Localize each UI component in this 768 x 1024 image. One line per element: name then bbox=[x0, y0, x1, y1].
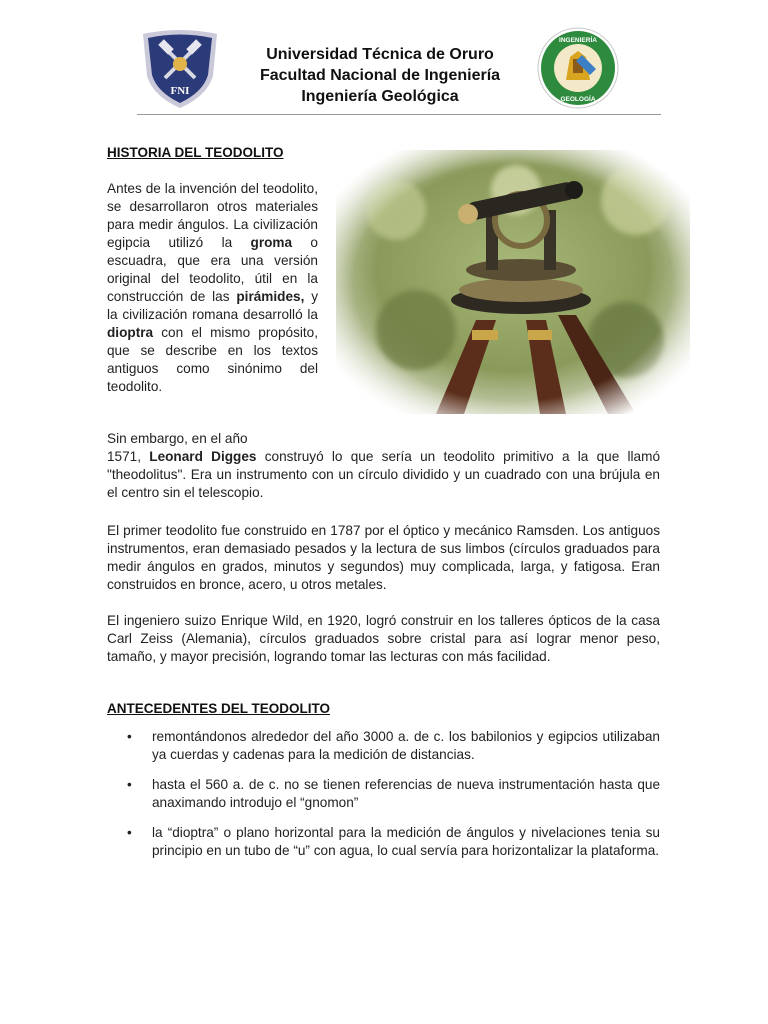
department-name: Ingeniería Geológica bbox=[301, 88, 459, 105]
paragraph-text: y la civilización romana desarrolló la bbox=[107, 289, 319, 322]
paragraph-wild: El ingeniero suizo Enrique Wild, en 1920, logró construir en los talleres ópticos de la casa Carl Zeiss (Alemania), círculos graduados sobre cristal para así lograr menor peso, tamaño, y mayor precisión, logrando tomar las lecturas con más facilidad. bbox=[107, 613, 660, 664]
paragraph-text: construyó lo que sería un teodolito primitivo a la que llamó "theodolitus". Era un instrumento con un círculo dividido y un cuadrado con una brújula en el centro sin el telescopio. bbox=[107, 449, 660, 500]
paragraph-digges-start: Sin embargo, en el año bbox=[107, 431, 248, 446]
header-divider bbox=[137, 114, 661, 115]
section-title-antecedentes: ANTECEDENTES DEL TEODOLITO bbox=[107, 701, 331, 716]
bullet-icon: • bbox=[127, 729, 132, 744]
list-item-text: la “dioptra” o plano horizontal para la medición de ángulos y nivelaciones tenia su principio en un tubo de “u” con agua, lo cual servía para horizontalizar la plataforma. bbox=[152, 825, 660, 858]
paragraph-intro bbox=[107, 180, 318, 396]
list-item bbox=[107, 728, 660, 764]
theodolite-photo bbox=[336, 150, 690, 414]
header-titles bbox=[230, 44, 530, 107]
list-item bbox=[107, 824, 660, 860]
paragraph-ramsden: El primer teodolito fue construido en 1787 por el óptico y mecánico Ramsden. Los antiguos instrumentos, eran demasiado pesados y la lectura de sus limbos (círculos graduados para medir ángulos en grados, minutos y segundos) muy complicada, larga, y fatigosa. Eran construidos en bronce, acero, u otros metales. bbox=[107, 523, 660, 592]
seal-text-bottom: GEOLOGÍA bbox=[560, 96, 596, 103]
bold-term-groma: groma bbox=[250, 235, 293, 250]
faculty-name: Facultad Nacional de Ingeniería bbox=[259, 67, 501, 84]
section-title-historia: HISTORIA DEL TEODOLITO bbox=[107, 145, 284, 160]
antecedentes-list bbox=[107, 728, 660, 872]
seal-text-top: INGENIERÍA bbox=[559, 37, 597, 44]
shield-text: FNI bbox=[170, 85, 190, 97]
paragraph-text: Antes de la invención del teodolito, se desarrollaron otros materiales para medir ángulos. La civilización egipcia utilizó la bbox=[107, 181, 318, 250]
list-item-text: hasta el 560 a. de c. no se tienen referencias de nueva instrumentación hasta que anaximando introdujo el “gnomon” bbox=[152, 777, 660, 810]
paragraph-text: o escuadra, que era una versión original del teodolito, útil en la construcción de las bbox=[107, 235, 318, 304]
bold-term-dioptra: dioptra bbox=[107, 325, 154, 340]
bold-term-piramides: pirámides, bbox=[236, 289, 305, 304]
list-item bbox=[107, 776, 660, 812]
bullet-icon: • bbox=[127, 777, 132, 792]
paragraph-text: con el mismo propósito, que se describe en los textos antiguos como sinónimo del teodolito. bbox=[107, 325, 318, 394]
document-header bbox=[0, 0, 768, 120]
bullet-icon: • bbox=[127, 825, 132, 840]
paragraph-text: 1571, bbox=[107, 449, 150, 464]
bold-term-leonard-digges: Leonard Digges bbox=[149, 449, 257, 464]
fni-shield-logo bbox=[137, 26, 223, 110]
university-name: Universidad Técnica de Oruro bbox=[266, 46, 494, 63]
geology-seal-logo bbox=[536, 25, 620, 111]
paragraph-digges bbox=[107, 448, 660, 502]
list-item-text: remontándonos alrededor del año 3000 a. de c. los babilonios y egipcios utilizaban ya cuerdas y cadenas para la medición de distancias. bbox=[152, 729, 660, 762]
